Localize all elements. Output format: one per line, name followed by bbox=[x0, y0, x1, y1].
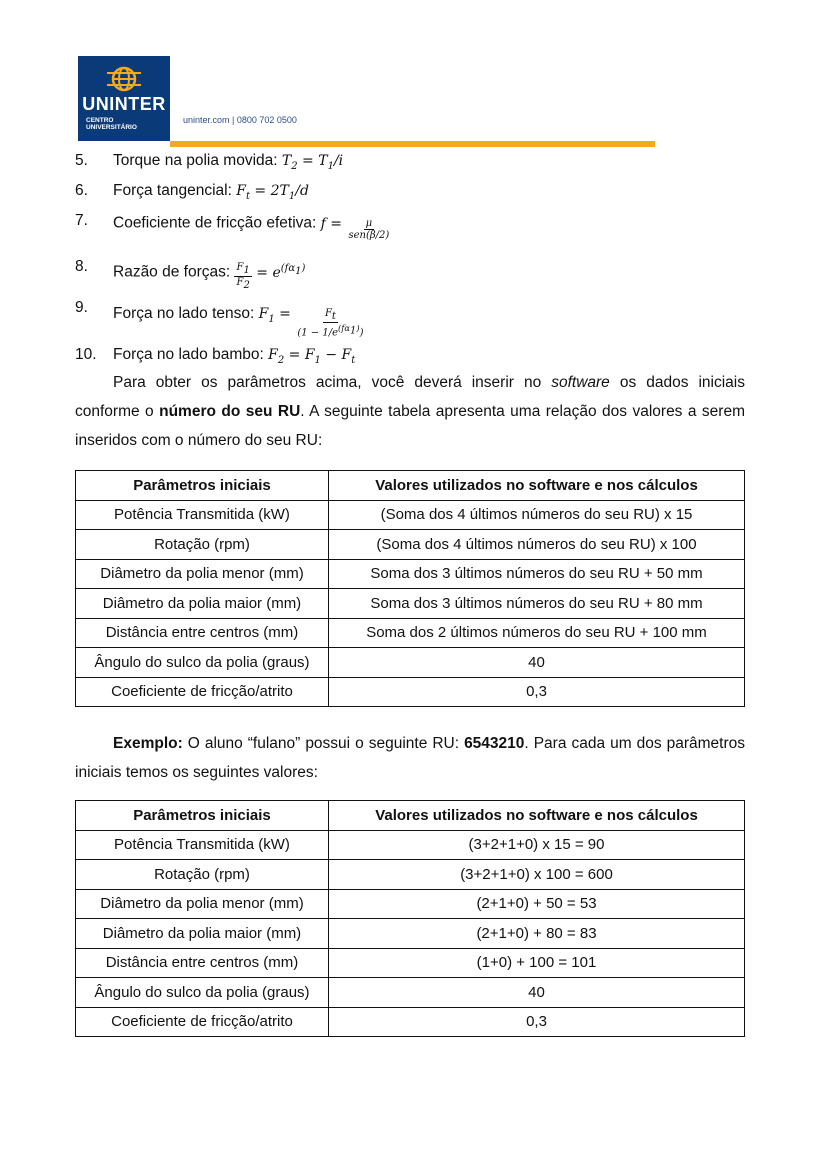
globe-icon bbox=[99, 64, 149, 94]
table-row bbox=[76, 559, 745, 589]
parameters-table bbox=[75, 470, 745, 707]
table-cell: Diâmetro da polia menor (mm) bbox=[76, 889, 329, 919]
table-row bbox=[76, 589, 745, 619]
table-cell: Soma dos 2 últimos números do seu RU + 100 mm bbox=[329, 618, 745, 648]
table-cell: (1+0) + 100 = 101 bbox=[329, 948, 745, 978]
formula: $F_2 = F_1 - F_t$ bbox=[268, 347, 356, 366]
table-cell: Soma dos 3 últimos números do seu RU + 80 mm bbox=[329, 589, 745, 619]
table-cell: Ângulo do sulco da polia (graus) bbox=[76, 648, 329, 678]
table-cell: Distância entre centros (mm) bbox=[76, 948, 329, 978]
table-row bbox=[76, 1007, 745, 1037]
table-cell: (3+2+1+0) x 15 = 90 bbox=[329, 830, 745, 860]
column-header: Parâmetros iniciais bbox=[76, 471, 329, 501]
table-header-row bbox=[76, 471, 745, 501]
table-cell: 0,3 bbox=[329, 677, 745, 707]
logo-subtitle: CENTRO UNIVERSITÁRIO bbox=[86, 117, 137, 131]
table-row bbox=[76, 677, 745, 707]
intro-paragraph: Para obter os parâmetros acima, você deverá inserir no software os dados iniciais conforme o número do seu RU. A seguinte tabela apresenta uma relação dos valores a serem inseridos com o número do seu RU: bbox=[75, 374, 745, 449]
table-cell: Ângulo do sulco da polia (graus) bbox=[76, 978, 329, 1008]
table-row bbox=[76, 648, 745, 678]
table-cell: Potência Transmitida (kW) bbox=[76, 500, 329, 530]
formula: f = $\frac{\mu}{\text{sen(β/2)}}$ bbox=[320, 215, 390, 241]
table-cell: Diâmetro da polia maior (mm) bbox=[76, 919, 329, 949]
table-row bbox=[76, 948, 745, 978]
table-cell: Rotação (rpm) bbox=[76, 530, 329, 560]
formula: $\frac{F_1}{F_2}$ = $e^{(f\alpha_1)}$ bbox=[236, 262, 306, 291]
table-cell: (2+1+0) + 80 = 83 bbox=[329, 919, 745, 949]
table-header-row bbox=[76, 801, 745, 831]
column-header: Valores utilizados no software e nos cálculos bbox=[329, 801, 745, 831]
table-cell: Potência Transmitida (kW) bbox=[76, 830, 329, 860]
table-cell: Coeficiente de fricção/atrito bbox=[76, 677, 329, 707]
table-cell: (Soma dos 4 últimos números do seu RU) x 15 bbox=[329, 500, 745, 530]
table-cell: 40 bbox=[329, 978, 745, 1008]
formula: $F_1$ = $\frac{F_t}{(1 - 1/e^{(f\alpha_1)})}$ bbox=[258, 306, 364, 339]
table-row bbox=[76, 500, 745, 530]
table-row bbox=[76, 978, 745, 1008]
table-cell: Distância entre centros (mm) bbox=[76, 618, 329, 648]
formula: $F_t = 2T_1/d$ bbox=[236, 183, 309, 202]
table-cell: 0,3 bbox=[329, 1007, 745, 1037]
table-cell: Coeficiente de fricção/atrito bbox=[76, 1007, 329, 1037]
table-cell: Soma dos 3 últimos números do seu RU + 50 mm bbox=[329, 559, 745, 589]
table-cell: Rotação (rpm) bbox=[76, 860, 329, 890]
column-header: Valores utilizados no software e nos cálculos bbox=[329, 471, 745, 501]
table-row bbox=[76, 889, 745, 919]
table-cell: (Soma dos 4 últimos números do seu RU) x 100 bbox=[329, 530, 745, 560]
logo-wordmark: UNINTER bbox=[82, 94, 166, 114]
table-cell: Diâmetro da polia menor (mm) bbox=[76, 559, 329, 589]
header-divider bbox=[170, 141, 655, 147]
table-row bbox=[76, 830, 745, 860]
column-header: Parâmetros iniciais bbox=[76, 801, 329, 831]
table-row bbox=[76, 860, 745, 890]
table-row bbox=[76, 530, 745, 560]
example-paragraph: Exemplo: O aluno “fulano” possui o seguinte RU: 6543210. Para cada um dos parâmetros iniciais temos os seguintes valores: bbox=[75, 735, 745, 781]
table-cell: (3+2+1+0) x 100 = 600 bbox=[329, 860, 745, 890]
uninter-logo bbox=[78, 56, 170, 141]
table-row bbox=[76, 618, 745, 648]
table-cell: (2+1+0) + 50 = 53 bbox=[329, 889, 745, 919]
table-row bbox=[76, 919, 745, 949]
example-table bbox=[75, 800, 745, 1037]
table-cell: 40 bbox=[329, 648, 745, 678]
header-contact: uninter.com | 0800 702 0500 bbox=[183, 115, 297, 125]
table-cell: Diâmetro da polia maior (mm) bbox=[76, 589, 329, 619]
formula: $T_2 = T_1/i$ bbox=[281, 153, 344, 172]
